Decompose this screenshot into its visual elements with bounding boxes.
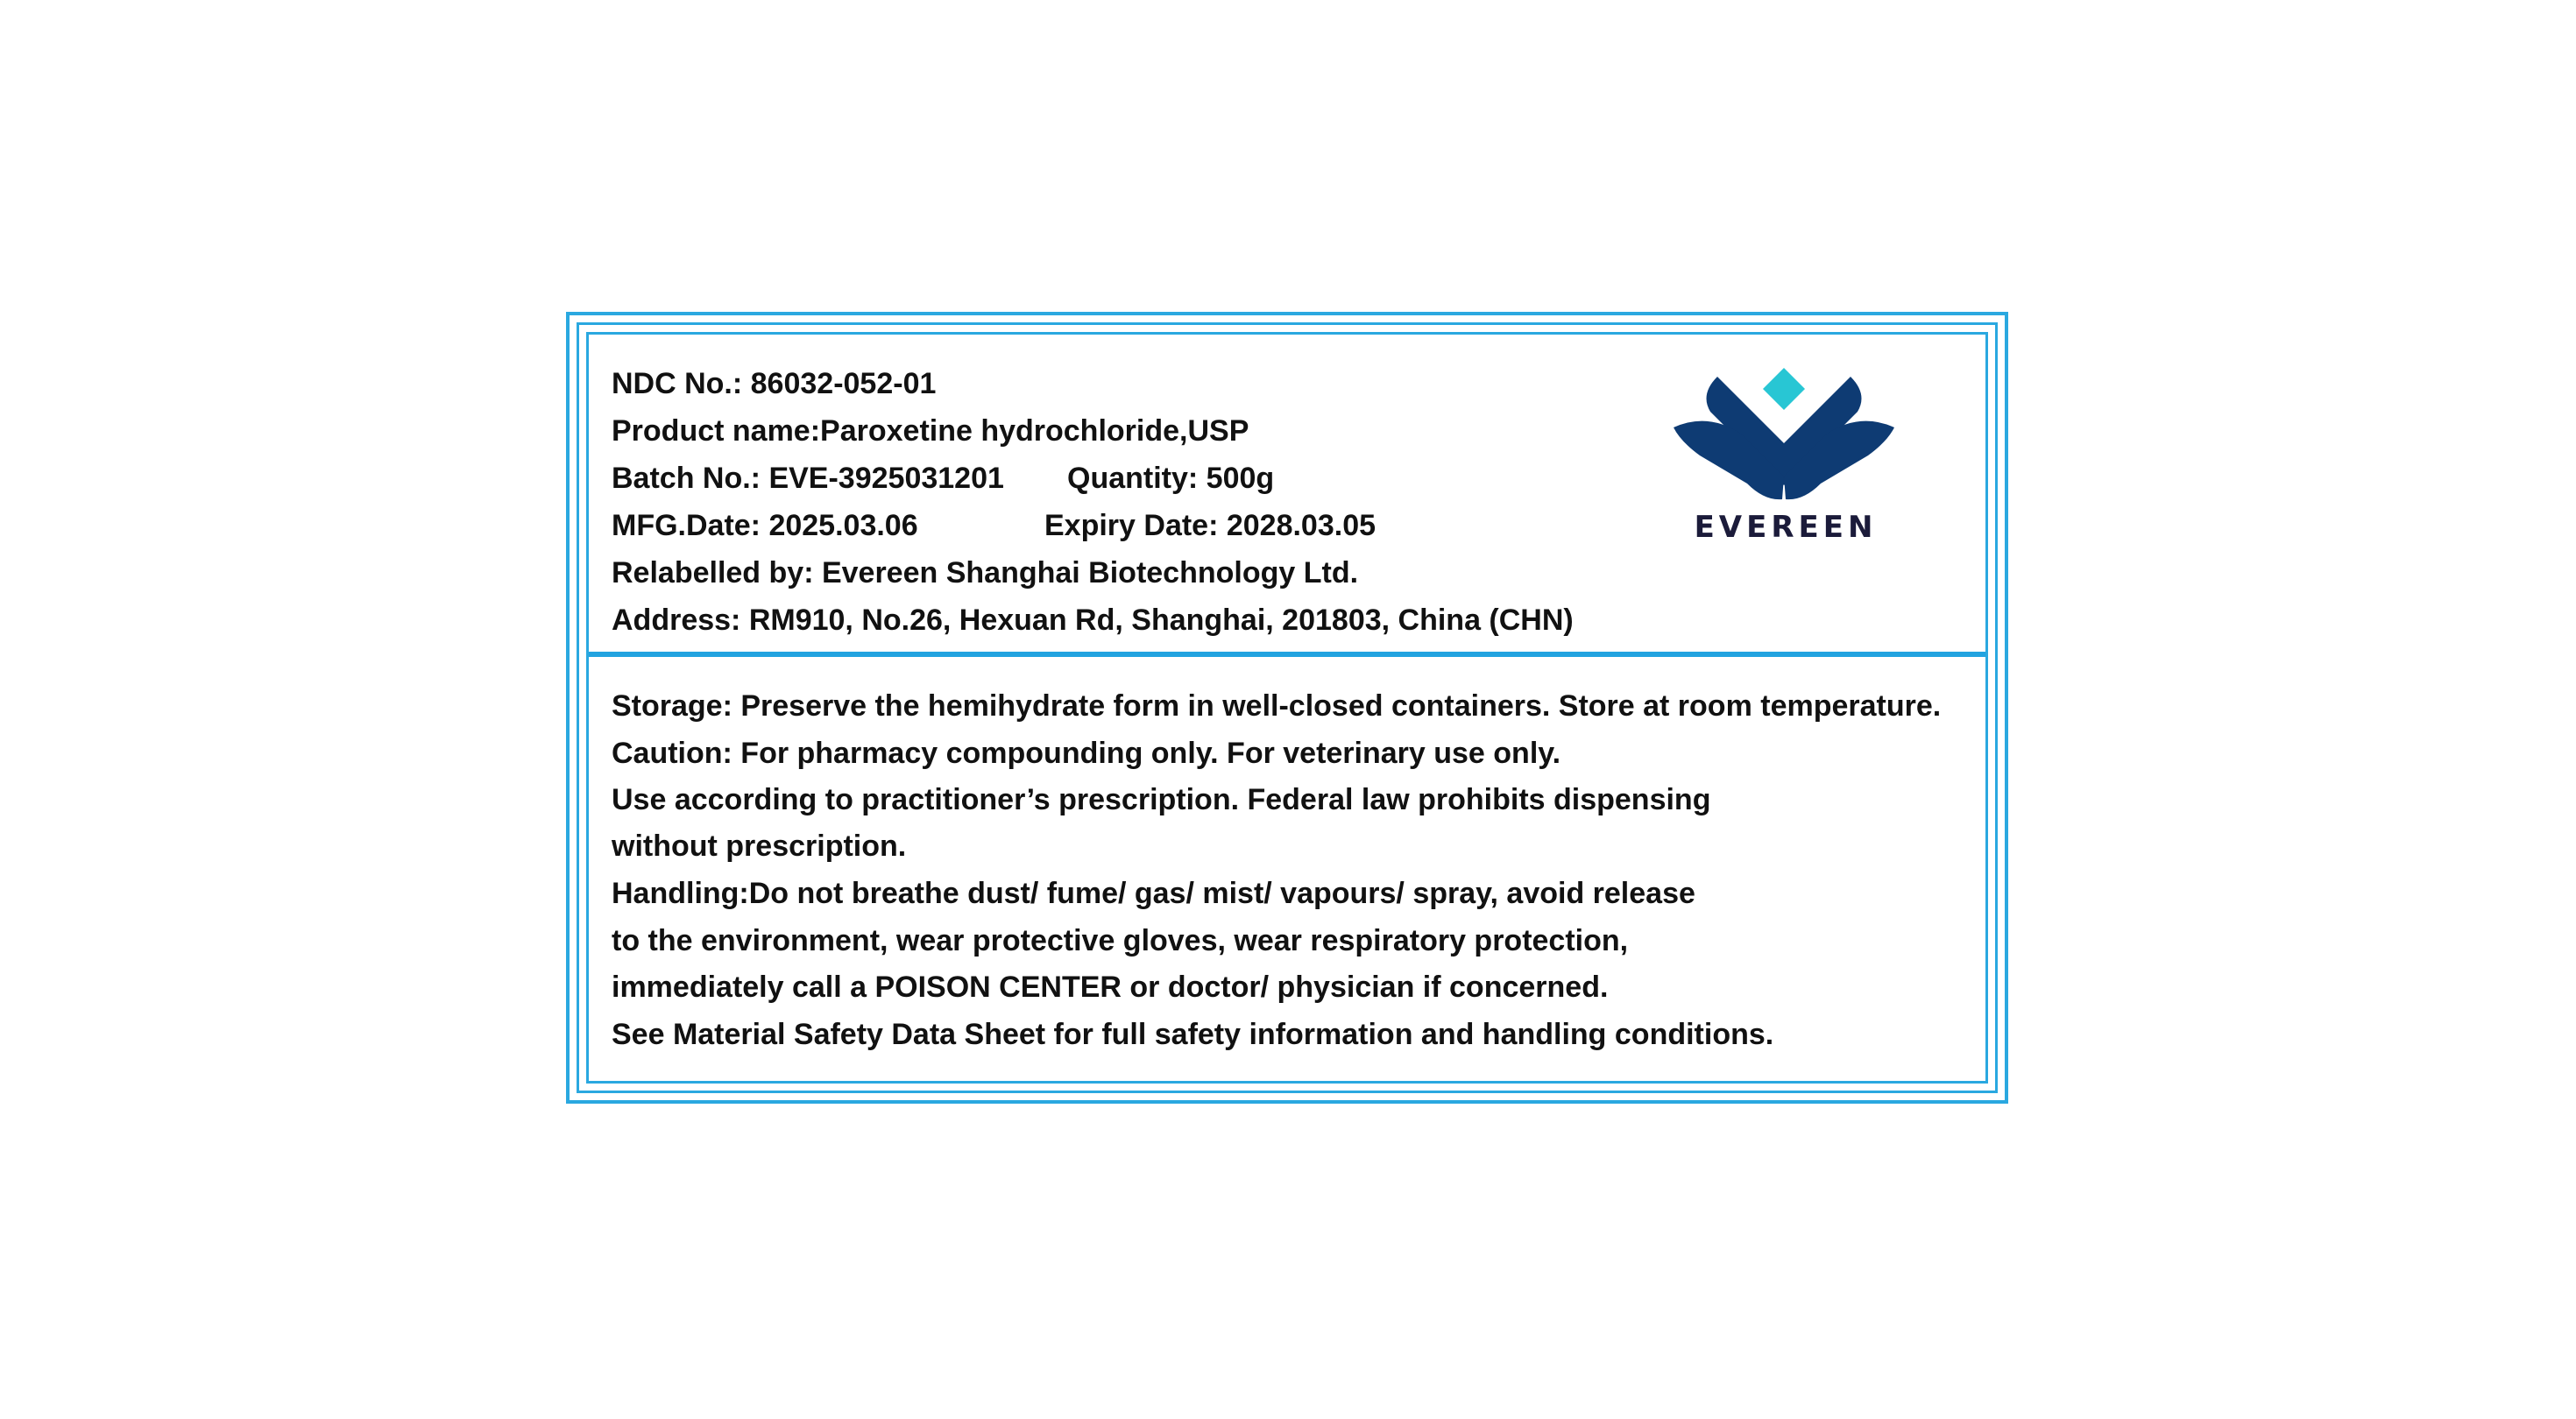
handling-line-1: Handling:Do not breathe dust/ fume/ gas/ mist/ vapours/ spray, avoid release: [612, 877, 1695, 910]
handling-line-3: immediately call a POISON CENTER or doctor/ physician if concerned.: [612, 971, 1609, 1004]
mfg-date: MFG.Date: 2025.03.06: [612, 509, 918, 542]
product-name: Product name:Paroxetine hydrochloride,USP: [612, 414, 1249, 448]
product-label: [566, 312, 2008, 1104]
prescription-line-2: without prescription.: [612, 830, 907, 863]
batch-number: Batch No.: EVE-3925031201: [612, 462, 1004, 495]
handling-line-2: to the environment, wear protective gloves, wear respiratory protection,: [612, 924, 1629, 957]
brand-logo: [1674, 368, 1898, 543]
section-divider: [589, 652, 1985, 657]
evereen-lotus-logo-icon: [1674, 368, 1898, 508]
brand-name: EVEREEN: [1694, 510, 1878, 545]
relabelled-by: Relabelled by: Evereen Shanghai Biotechnology Ltd.: [612, 556, 1359, 589]
address: Address: RM910, No.26, Hexuan Rd, Shanghai, 201803, China (CHN): [612, 604, 1574, 637]
label-border-inner: [586, 332, 1988, 1084]
caution-statement: Caution: For pharmacy compounding only. For veterinary use only.: [612, 737, 1561, 770]
msds-reference: See Material Safety Data Sheet for full safety information and handling conditions.: [612, 1018, 1774, 1051]
label-border-middle: [577, 322, 1998, 1093]
prescription-line-1: Use according to practitioner’s prescription. Federal law prohibits dispensing: [612, 783, 1711, 816]
storage-instructions: Storage: Preserve the hemihydrate form in well-closed containers. Store at room temperature.: [612, 689, 1942, 723]
quantity: Quantity: 500g: [1067, 462, 1275, 495]
ndc-number: NDC No.: 86032-052-01: [612, 367, 937, 400]
expiry-date: Expiry Date: 2028.03.05: [1044, 509, 1376, 542]
